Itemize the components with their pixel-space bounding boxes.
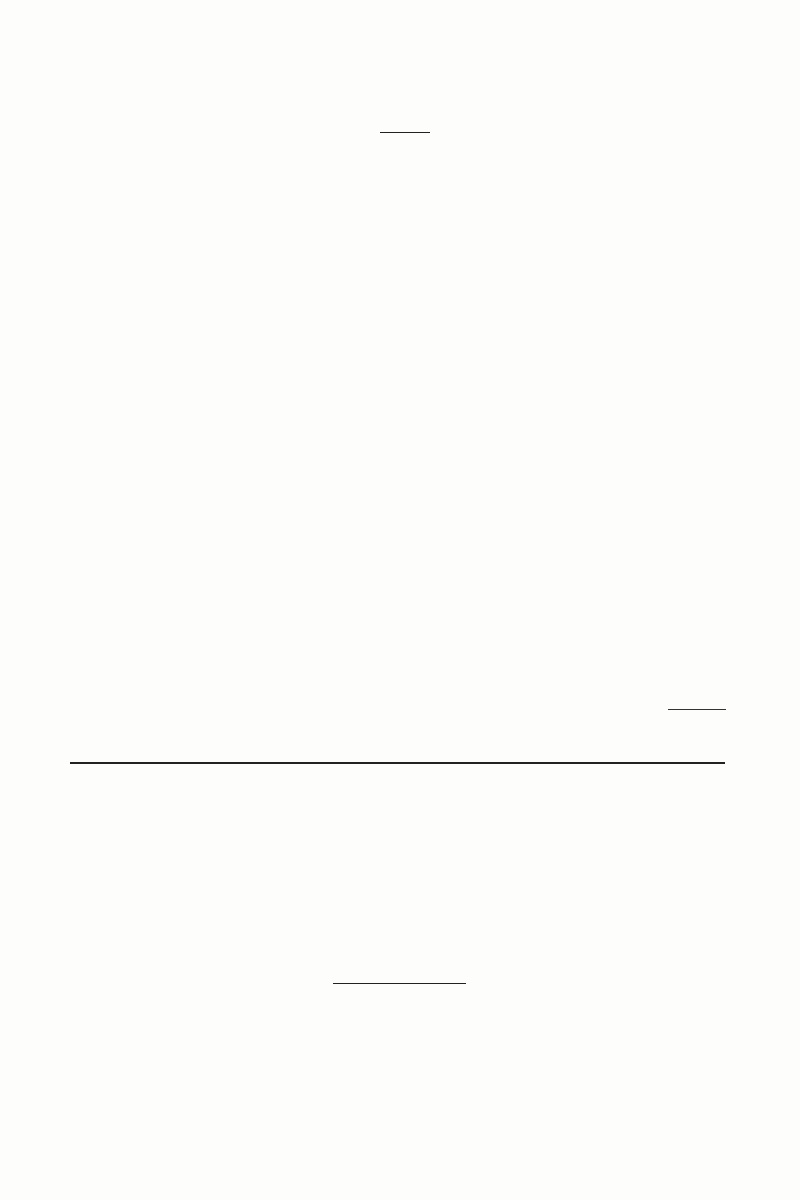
title-rule <box>380 132 430 133</box>
total-rule <box>668 709 726 710</box>
footnote-separator <box>70 762 725 764</box>
end-rule <box>333 983 466 984</box>
